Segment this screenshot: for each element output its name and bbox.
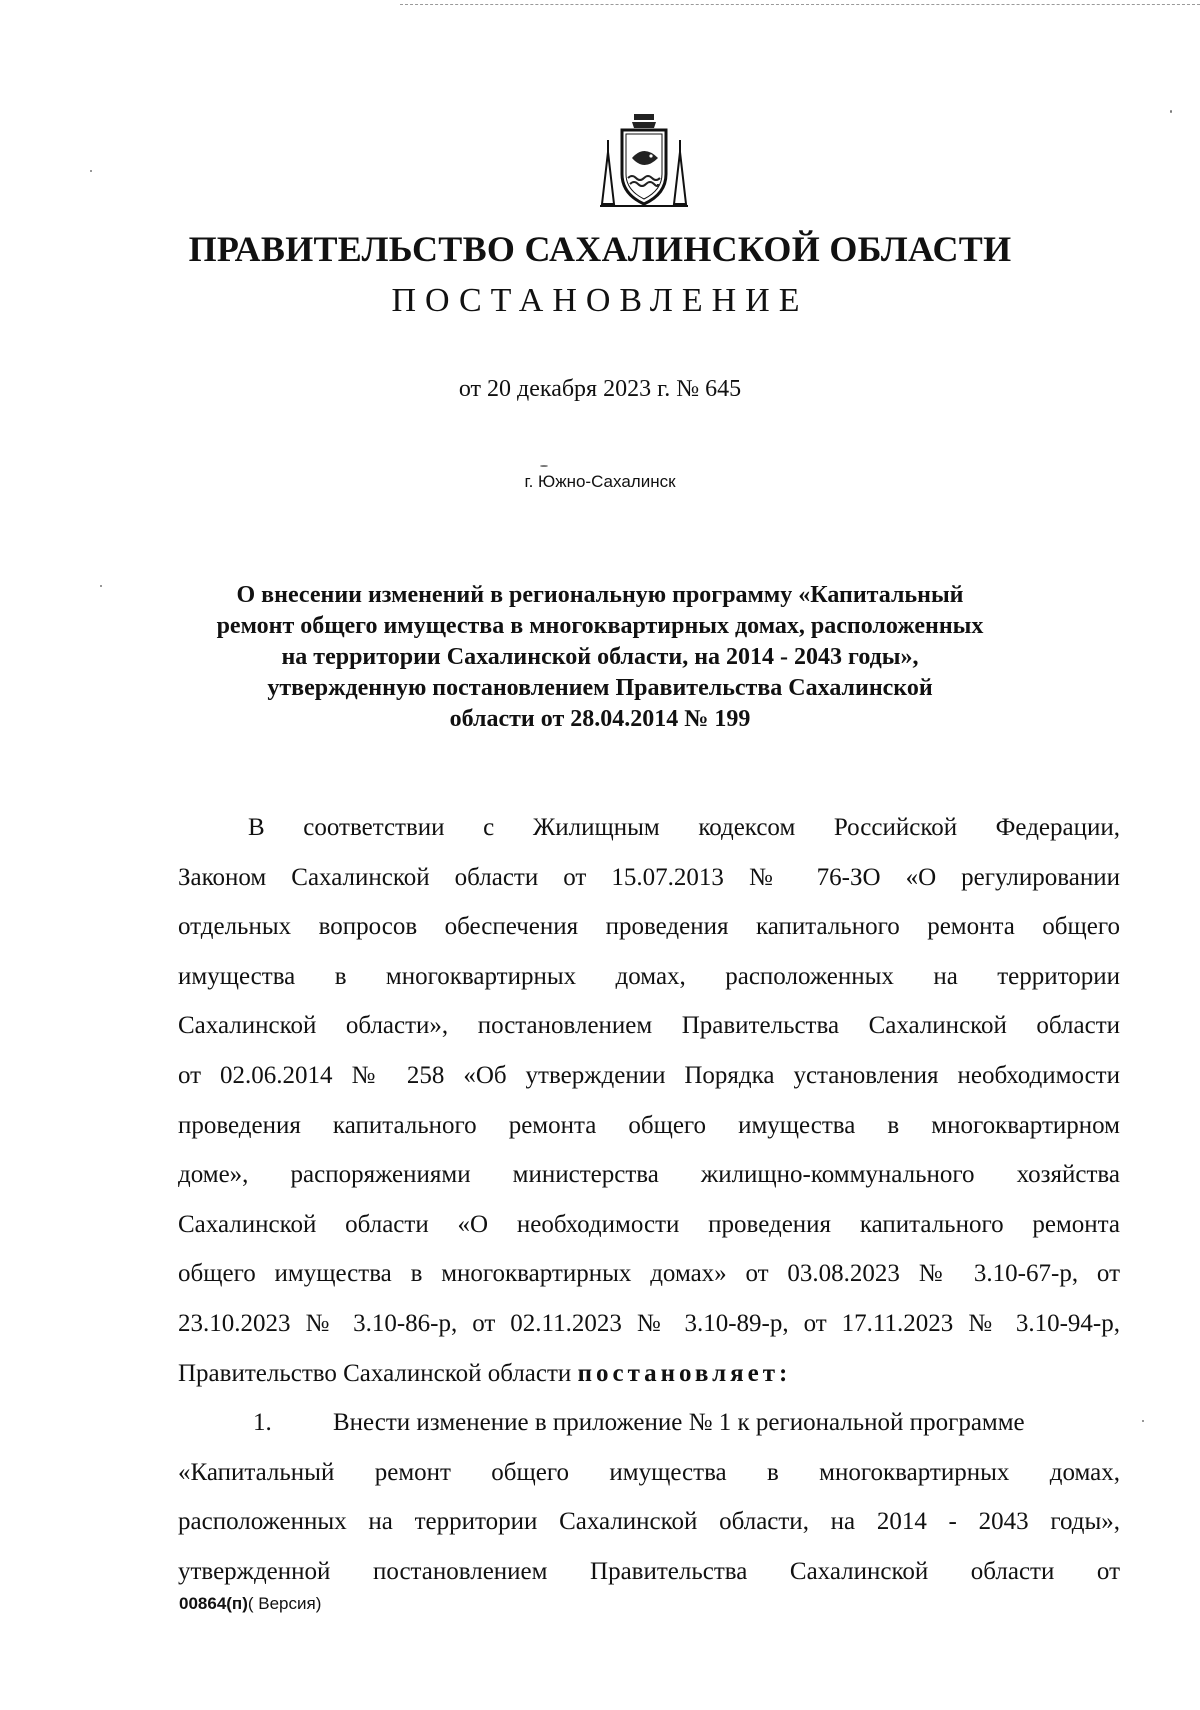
- coat-of-arms-icon: [596, 112, 692, 212]
- title-line: утвержденную постановлением Правительства Сахалинской: [267, 675, 933, 701]
- body-line: «Капитальный ремонт общего имущества в многоквартирных домах,: [178, 1458, 1120, 1486]
- title-line: ремонт общего имущества в многоквартирных домах, расположенных: [216, 613, 984, 639]
- body-line: от 02.06.2014 № 258 «Об утверждении Порядка установления необходимости: [178, 1061, 1120, 1089]
- body-line: В соответствии с Жилищным кодексом Российской Федерации,: [248, 814, 1120, 841]
- scan-top-border: [400, 4, 1200, 5]
- document-body: [178, 811, 1120, 1605]
- body-line: отдельных вопросов обеспечения проведения капитального ремонта общего: [178, 913, 1120, 941]
- item-1-text: Внести изменение в приложение № 1 к региональной программе: [333, 1409, 1025, 1437]
- document-title: [150, 580, 1050, 735]
- resolve-line: [178, 1357, 1120, 1407]
- body-line: утвержденной постановлением Правительства Сахалинской области от: [178, 1557, 1120, 1585]
- document-type-heading: ПОСТАНОВЛЕНИЕ: [391, 282, 809, 319]
- title-line: области от 28.04.2014 № 199: [449, 706, 751, 732]
- document-date-number: от 20 декабря 2023 г. № 645: [458, 376, 742, 402]
- body-line: имущества в многоквартирных домах, расположенных на территории: [178, 962, 1120, 990]
- body-line: Сахалинской области», постановлением Правительства Сахалинской области: [178, 1012, 1120, 1040]
- body-line: Законом Сахалинской области от 15.07.2013 № 76-ЗО «О регулировании: [178, 863, 1120, 891]
- title-line: на территории Сахалинской области, на 2014 - 2043 годы»,: [281, 644, 919, 670]
- body-line: проведения капитального ремонта общего имущества в многоквартирном: [178, 1111, 1120, 1139]
- title-line: О внесении изменений в региональную программу «Капитальный: [236, 582, 964, 608]
- item-1-first-line: [178, 1406, 1120, 1456]
- document-code: 00864(п): [179, 1594, 248, 1613]
- body-line: доме», распоряжениями министерства жилищно-коммунального хозяйства: [178, 1161, 1120, 1189]
- scan-speck: [100, 585, 102, 587]
- scan-speck: [90, 170, 92, 172]
- body-line: общего имущества в многоквартирных домах» от 03.08.2023 № 3.10-67-р, от: [178, 1260, 1120, 1288]
- body-line: расположенных на территории Сахалинской области, на 2014 - 2043 годы»,: [178, 1508, 1120, 1536]
- scan-speck: [1142, 1420, 1144, 1422]
- scan-speck: [540, 465, 548, 467]
- footer-code: [179, 1594, 321, 1614]
- body-line: Сахалинской области «О необходимости проведения капитального ремонта: [178, 1210, 1120, 1238]
- version-label: ( Версия): [247, 1594, 322, 1613]
- scan-speck: [1170, 110, 1172, 113]
- city-line: г. Южно-Сахалинск: [524, 472, 676, 491]
- body-line: 23.10.2023 № 3.10-86-р, от 02.11.2023 № 3.10-89-р, от 17.11.2023 № 3.10-94-р,: [178, 1309, 1120, 1337]
- resolve-prefix: Правительство Сахалинской области: [178, 1359, 578, 1387]
- item-number: 1.: [253, 1409, 272, 1437]
- resolve-keyword: постановляет:: [577, 1359, 792, 1387]
- government-heading: ПРАВИТЕЛЬСТВО САХАЛИНСКОЙ ОБЛАСТИ: [188, 229, 1012, 269]
